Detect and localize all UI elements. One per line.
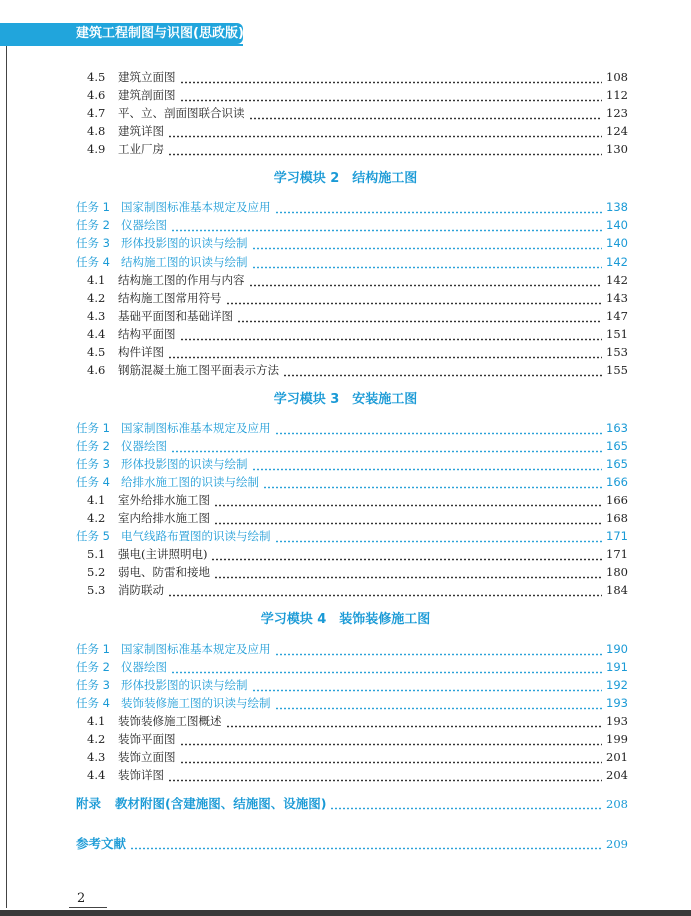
entry-title: 装饰详图 [118,768,164,782]
entry-number: 4.2 [87,511,106,525]
entry-page: 130 [606,142,628,156]
toc-entry[interactable] [87,326,628,343]
entry-title: 构件详图 [118,345,164,359]
task-page: 165 [606,457,628,471]
task-page: 142 [606,255,628,269]
toc-entry[interactable] [87,731,628,748]
entry-page: 142 [606,273,628,287]
toc-task-entry[interactable] [76,474,628,491]
toc-entry[interactable] [87,308,628,325]
footer-rule [69,907,107,908]
page-number: 2 [77,891,86,906]
toc-entry[interactable] [87,492,628,509]
task-page: 190 [606,642,628,656]
references-page: 209 [606,837,628,851]
task-page: 138 [606,200,628,214]
toc-entry[interactable] [87,141,628,158]
toc-task-entry[interactable] [76,659,628,676]
entry-number: 4.2 [87,732,106,746]
dot-leader [252,261,603,269]
dot-leader [171,224,602,232]
entry-page: 184 [606,583,628,597]
dot-leader [275,702,603,710]
task-page: 165 [606,439,628,453]
task-page: 191 [606,660,628,674]
task-number: 任务 4 [76,255,110,269]
entry-page: 153 [606,345,628,359]
appendix-label: 附录 [76,796,102,811]
toc-entry[interactable] [87,510,628,527]
task-number: 任务 2 [76,660,110,674]
entry-page: 166 [606,493,628,507]
entry-page: 193 [606,714,628,728]
dot-leader [249,112,603,120]
task-number: 任务 3 [76,678,110,692]
entry-page: 124 [606,124,628,138]
entry-number: 4.1 [87,714,106,728]
entry-page: 168 [606,511,628,525]
entry-page: 147 [606,309,628,323]
task-title: 仪器绘图 [121,218,167,232]
task-number: 任务 1 [76,200,110,214]
toc-entry[interactable] [87,344,628,361]
dot-leader [168,130,602,138]
entry-number: 4.4 [87,768,106,782]
entry-page: 123 [606,106,628,120]
entry-title: 结构平面图 [118,327,176,341]
entry-title: 室内给排水施工图 [118,511,210,525]
entry-number: 5.1 [87,547,106,561]
task-number: 任务 4 [76,475,110,489]
entry-title: 室外给排水施工图 [118,493,210,507]
entry-number: 4.5 [87,70,106,84]
dot-leader [171,445,602,453]
entry-page: 108 [606,70,628,84]
toc-entry[interactable] [87,713,628,730]
dot-leader [275,535,603,543]
entry-page: 180 [606,565,628,579]
toc-entry[interactable] [87,87,628,104]
toc-task-entry[interactable] [76,217,628,234]
toc-entry[interactable] [87,69,628,86]
task-title: 国家制图标准基本规定及应用 [121,200,271,214]
entry-number: 4.5 [87,345,106,359]
entry-page: 151 [606,327,628,341]
entry-title: 建筑剖面图 [118,88,176,102]
dot-leader [211,553,602,561]
task-number: 任务 2 [76,439,110,453]
header-rule [0,44,243,46]
dot-leader [180,756,603,764]
entry-title: 结构施工图常用符号 [118,291,222,305]
dot-leader [283,369,602,377]
entry-page: 112 [606,88,628,102]
entry-page: 155 [606,363,628,377]
dot-leader [180,738,603,746]
toc-entry[interactable] [87,272,628,289]
toc-task-entry[interactable] [76,199,628,216]
task-title: 国家制图标准基本规定及应用 [121,421,271,435]
dot-leader [226,297,603,305]
toc-task-entry[interactable] [76,235,628,252]
entry-number: 4.8 [87,124,106,138]
toc-task-entry[interactable] [76,456,628,473]
entry-title: 建筑立面图 [118,70,176,84]
entry-title: 装饰平面图 [118,732,176,746]
toc-appendix-entry[interactable] [76,795,628,813]
dot-leader [252,684,603,692]
entry-number: 4.1 [87,493,106,507]
toc-entry[interactable] [87,290,628,307]
module-heading[interactable]: 学习模块 3 安装施工图 [273,392,418,407]
toc-entry[interactable] [87,564,628,581]
dot-leader [252,463,603,471]
dot-leader [237,315,602,323]
entry-title: 平、立、剖面图联合识读 [118,106,245,120]
toc-task-entry[interactable] [76,528,628,545]
entry-number: 4.2 [87,291,106,305]
task-title: 给排水施工图的识读与绘制 [121,475,259,489]
task-number: 任务 3 [76,457,110,471]
dot-leader [171,666,602,674]
entry-number: 4.7 [87,106,106,120]
entry-title: 消防联动 [118,583,164,597]
dot-leader [275,427,603,435]
task-number: 任务 3 [76,236,110,250]
dot-leader [252,242,603,250]
appendix-title: 教材附图(含建施图、结施图、设施图) [115,796,327,811]
toc-references-entry[interactable] [76,835,628,853]
dot-leader [168,774,602,782]
entry-page: 143 [606,291,628,305]
entry-page: 171 [606,547,628,561]
dot-leader [180,333,603,341]
toc-entry[interactable] [87,767,628,784]
page-bottom-edge [0,910,691,916]
toc-entry[interactable] [87,749,628,766]
task-number: 任务 1 [76,642,110,656]
entry-page: 201 [606,750,628,764]
entry-title: 强电(主讲照明电) [118,547,208,561]
dot-leader [249,279,603,287]
task-title: 形体投影图的识读与绘制 [121,678,248,692]
entry-title: 装饰装修施工图概述 [118,714,222,728]
entry-number: 4.3 [87,750,106,764]
module-heading[interactable]: 学习模块 4 装饰装修施工图 [260,612,431,627]
task-page: 140 [606,218,628,232]
entry-number: 4.1 [87,273,106,287]
entry-title: 钢筋混凝土施工图平面表示方法 [118,363,279,377]
task-number: 任务 2 [76,218,110,232]
toc-task-entry[interactable] [76,438,628,455]
toc-task-entry[interactable] [76,420,628,437]
entry-page: 204 [606,768,628,782]
toc-task-entry[interactable] [76,677,628,694]
dot-leader [263,481,602,489]
dot-leader [214,499,602,507]
task-title: 形体投影图的识读与绘制 [121,236,248,250]
entry-title: 建筑详图 [118,124,164,138]
entry-number: 5.3 [87,583,106,597]
entry-number: 4.4 [87,327,106,341]
module-heading[interactable]: 学习模块 2 结构施工图 [273,171,418,186]
dot-leader [168,589,602,597]
dot-leader [168,148,602,156]
references-title: 参考文献 [76,836,127,851]
entry-number: 4.9 [87,142,106,156]
dot-leader [130,842,602,850]
task-page: 171 [606,529,628,543]
toc-entry[interactable] [87,546,628,563]
entry-title: 基础平面图和基础详图 [118,309,233,323]
task-page: 192 [606,678,628,692]
task-page: 193 [606,696,628,710]
toc-task-entry[interactable] [76,641,628,658]
task-title: 形体投影图的识读与绘制 [121,457,248,471]
task-page: 163 [606,421,628,435]
task-title: 结构施工图的识读与绘制 [121,255,248,269]
dot-leader [180,76,603,84]
dot-leader [180,94,603,102]
toc-entry[interactable] [87,105,628,122]
entry-title: 装饰立面图 [118,750,176,764]
dot-leader [275,206,603,214]
dot-leader [226,720,603,728]
task-title: 仪器绘图 [121,439,167,453]
task-number: 任务 1 [76,421,110,435]
entry-number: 5.2 [87,565,106,579]
dot-leader [214,517,602,525]
appendix-page: 208 [606,797,628,811]
entry-title: 结构施工图的作用与内容 [118,273,245,287]
task-page: 140 [606,236,628,250]
dot-leader [214,571,602,579]
dot-leader [168,351,602,359]
toc-task-entry[interactable] [76,254,628,271]
task-title: 装饰装修施工图的识读与绘制 [121,696,271,710]
entry-page: 199 [606,732,628,746]
entry-number: 4.6 [87,88,106,102]
toc-entry[interactable] [87,362,628,379]
task-number: 任务 4 [76,696,110,710]
task-title: 仪器绘图 [121,660,167,674]
entry-number: 4.3 [87,309,106,323]
task-title: 国家制图标准基本规定及应用 [121,642,271,656]
toc-entry[interactable] [87,123,628,140]
entry-title: 工业厂房 [118,142,164,156]
task-page: 166 [606,475,628,489]
task-number: 任务 5 [76,529,110,543]
entry-number: 4.6 [87,363,106,377]
entry-title: 弱电、防雷和接地 [118,565,210,579]
dot-leader [275,648,603,656]
task-title: 电气线路布置图的识读与绘制 [121,529,271,543]
running-header-title: 建筑工程制图与识图(思政版) [76,26,244,41]
toc-entry[interactable] [87,582,628,599]
toc-task-entry[interactable] [76,695,628,712]
dot-leader [330,802,602,810]
